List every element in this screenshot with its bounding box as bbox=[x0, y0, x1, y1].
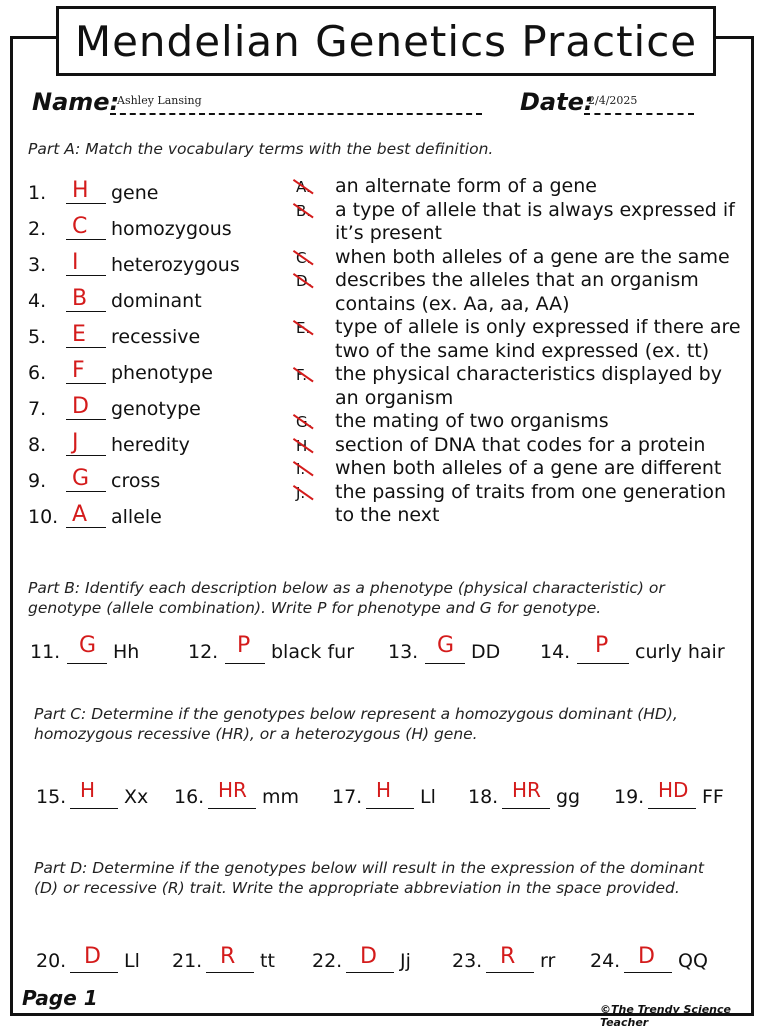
answer-blank bbox=[66, 527, 106, 528]
answer-mark[interactable]: E bbox=[72, 322, 86, 347]
definition-text: section of DNA that codes for a protein bbox=[335, 433, 706, 456]
part-d-instruction: Part D: Determine if the genotypes below will result in the expression of the dominant (D) or recessive (R) trait. Write the appropriate abbreviation in the space provided. bbox=[34, 859, 704, 897]
answer-blank bbox=[206, 972, 254, 973]
term-label: genotype bbox=[111, 398, 201, 420]
answer-blank bbox=[66, 239, 106, 240]
term-number: 3. bbox=[28, 254, 47, 276]
term-number: 2. bbox=[28, 218, 47, 240]
name-value[interactable]: Ashley Lansing bbox=[117, 94, 202, 107]
item-text: mm bbox=[262, 786, 300, 808]
item-text: Xx bbox=[124, 786, 149, 808]
answer-mark[interactable]: D bbox=[638, 944, 655, 969]
credit: ©The Trendy Science Teacher bbox=[600, 1003, 731, 1029]
answer-blank bbox=[624, 972, 672, 973]
title-box bbox=[56, 6, 716, 76]
answer-mark[interactable]: D bbox=[360, 944, 377, 969]
answer-mark[interactable]: HR bbox=[218, 778, 247, 802]
answer-blank bbox=[66, 203, 106, 204]
answer-mark[interactable]: HR bbox=[512, 778, 541, 802]
term-number: 4. bbox=[28, 290, 47, 312]
answer-mark[interactable]: A bbox=[72, 502, 88, 527]
answer-mark[interactable]: R bbox=[220, 944, 236, 969]
definition-text: two of the same kind expressed (ex. tt) bbox=[335, 339, 710, 362]
question-number: 12. bbox=[188, 641, 219, 663]
item-text: FF bbox=[702, 786, 724, 808]
term-number: 1. bbox=[28, 182, 47, 204]
answer-blank bbox=[225, 663, 265, 664]
answer-blank bbox=[66, 491, 106, 492]
answer-blank bbox=[66, 347, 106, 348]
part-b-instruction: Part B: Identify each description below as a phenotype (physical characteristic) or genotype (allele combination). Write P for phenotype and G for genotype. bbox=[28, 579, 665, 617]
definition-letter: D. bbox=[296, 272, 313, 290]
answer-blank bbox=[648, 808, 696, 809]
question-number: 21. bbox=[172, 950, 203, 972]
date-line bbox=[584, 113, 694, 115]
item-text: black fur bbox=[271, 641, 355, 663]
question-number: 11. bbox=[30, 641, 61, 663]
answer-blank bbox=[577, 663, 629, 664]
definition-text: to the next bbox=[335, 504, 440, 526]
term-number: 7. bbox=[28, 398, 47, 420]
answer-blank bbox=[70, 972, 118, 973]
question-number: 17. bbox=[332, 786, 363, 808]
question-number: 20. bbox=[36, 950, 67, 972]
question-number: 14. bbox=[540, 641, 571, 663]
answer-mark[interactable]: H bbox=[376, 778, 392, 802]
answer-mark[interactable]: D bbox=[72, 394, 89, 419]
answer-blank bbox=[66, 383, 106, 384]
term-label: heterozygous bbox=[111, 254, 240, 276]
definition-text: it’s present bbox=[335, 222, 442, 244]
date-value[interactable]: 2/4/2025 bbox=[588, 94, 638, 107]
page-title: Mendelian Genetics Practice bbox=[74, 16, 698, 66]
answer-blank bbox=[66, 455, 106, 456]
question-number: 19. bbox=[614, 786, 645, 808]
term-label: homozygous bbox=[111, 218, 232, 240]
answer-mark[interactable]: J bbox=[72, 430, 79, 455]
answer-mark[interactable]: HD bbox=[658, 778, 689, 802]
answer-blank bbox=[66, 419, 106, 420]
answer-mark[interactable]: H bbox=[72, 178, 89, 203]
item-text: rr bbox=[540, 950, 556, 972]
answer-mark[interactable]: G bbox=[437, 633, 455, 658]
part-a-instruction: Part A: Match the vocabulary terms with the best definition. bbox=[28, 140, 494, 158]
answer-mark[interactable]: P bbox=[595, 633, 609, 658]
definition-text: type of allele is only expressed if there are bbox=[335, 316, 741, 338]
item-text: Ll bbox=[124, 950, 140, 972]
definition-text: describes the alleles that an organism bbox=[335, 269, 699, 291]
definition-text: the physical characteristics displayed by bbox=[335, 363, 722, 385]
definition-letter: G. bbox=[296, 413, 313, 431]
answer-mark[interactable]: H bbox=[80, 778, 96, 802]
answer-blank bbox=[346, 972, 394, 973]
part-c-instruction: Part C: Determine if the genotypes below represent a homozygous dominant (HD), homozygous recessive (HR), or a heterozygous (H) gene. bbox=[34, 705, 678, 743]
answer-blank bbox=[486, 972, 534, 973]
question-number: 15. bbox=[36, 786, 67, 808]
term-number: 6. bbox=[28, 362, 47, 384]
answer-blank bbox=[502, 808, 550, 809]
definition-letter: E. bbox=[296, 319, 311, 337]
term-label: phenotype bbox=[111, 362, 213, 384]
definition-letter: A. bbox=[296, 178, 311, 196]
term-number: 5. bbox=[28, 326, 47, 348]
term-label: recessive bbox=[111, 326, 201, 348]
answer-mark[interactable]: P bbox=[237, 633, 251, 658]
question-number: 13. bbox=[388, 641, 419, 663]
definition-letter: C. bbox=[296, 248, 312, 267]
definition-letter: H. bbox=[296, 436, 312, 455]
item-text: curly hair bbox=[635, 641, 725, 663]
item-text: QQ bbox=[678, 950, 708, 972]
item-text: DD bbox=[471, 641, 501, 663]
answer-blank bbox=[67, 663, 107, 664]
definition-text: when both alleles of a gene are different bbox=[335, 457, 722, 479]
definition-letter: B. bbox=[296, 201, 312, 220]
term-number: 8. bbox=[28, 434, 47, 456]
term-label: allele bbox=[111, 506, 162, 528]
definition-text: an organism bbox=[335, 386, 454, 409]
answer-blank bbox=[208, 808, 256, 809]
answer-blank bbox=[70, 808, 118, 809]
term-label: dominant bbox=[111, 290, 202, 312]
item-text: tt bbox=[260, 950, 275, 972]
definition-letter: J. bbox=[296, 483, 306, 502]
page-number: Page 1 bbox=[22, 986, 98, 1010]
answer-blank bbox=[66, 275, 106, 276]
definition-text: the mating of two organisms bbox=[335, 410, 609, 432]
item-text: Ll bbox=[420, 786, 436, 808]
question-number: 16. bbox=[174, 786, 205, 808]
answer-blank bbox=[425, 663, 465, 664]
term-label: heredity bbox=[111, 434, 190, 456]
name-line bbox=[110, 113, 482, 115]
item-text: Hh bbox=[113, 641, 140, 663]
term-number: 10. bbox=[28, 506, 59, 528]
question-number: 23. bbox=[452, 950, 483, 972]
definition-text: contains (ex. Aa, aa, AA) bbox=[335, 292, 570, 315]
answer-mark[interactable]: I bbox=[72, 250, 79, 275]
definition-letter: I. bbox=[296, 460, 306, 478]
answer-blank bbox=[66, 311, 106, 312]
item-text: Jj bbox=[400, 950, 411, 972]
answer-blank bbox=[366, 808, 414, 809]
answer-mark[interactable]: C bbox=[72, 214, 88, 239]
name-label: Name: bbox=[32, 88, 120, 116]
question-number: 24. bbox=[590, 950, 621, 972]
term-number: 9. bbox=[28, 470, 47, 492]
item-text: gg bbox=[556, 786, 581, 808]
definition-text: a type of allele that is always expressed if bbox=[335, 198, 735, 221]
question-number: 18. bbox=[468, 786, 499, 808]
answer-mark[interactable]: G bbox=[79, 633, 97, 658]
answer-mark[interactable]: D bbox=[84, 944, 101, 969]
definition-letter: F. bbox=[296, 366, 307, 384]
date-label: Date: bbox=[520, 88, 594, 116]
answer-mark[interactable]: F bbox=[72, 358, 85, 383]
answer-mark[interactable]: B bbox=[72, 286, 88, 311]
question-number: 22. bbox=[312, 950, 343, 972]
term-label: cross bbox=[111, 470, 161, 492]
answer-mark[interactable]: G bbox=[72, 466, 90, 491]
answer-mark[interactable]: R bbox=[500, 944, 516, 969]
term-label: gene bbox=[111, 182, 159, 204]
definition-text: the passing of traits from one generation bbox=[335, 480, 727, 503]
definition-text: when both alleles of a gene are the same bbox=[335, 245, 730, 268]
definition-text: an alternate form of a gene bbox=[335, 175, 597, 197]
